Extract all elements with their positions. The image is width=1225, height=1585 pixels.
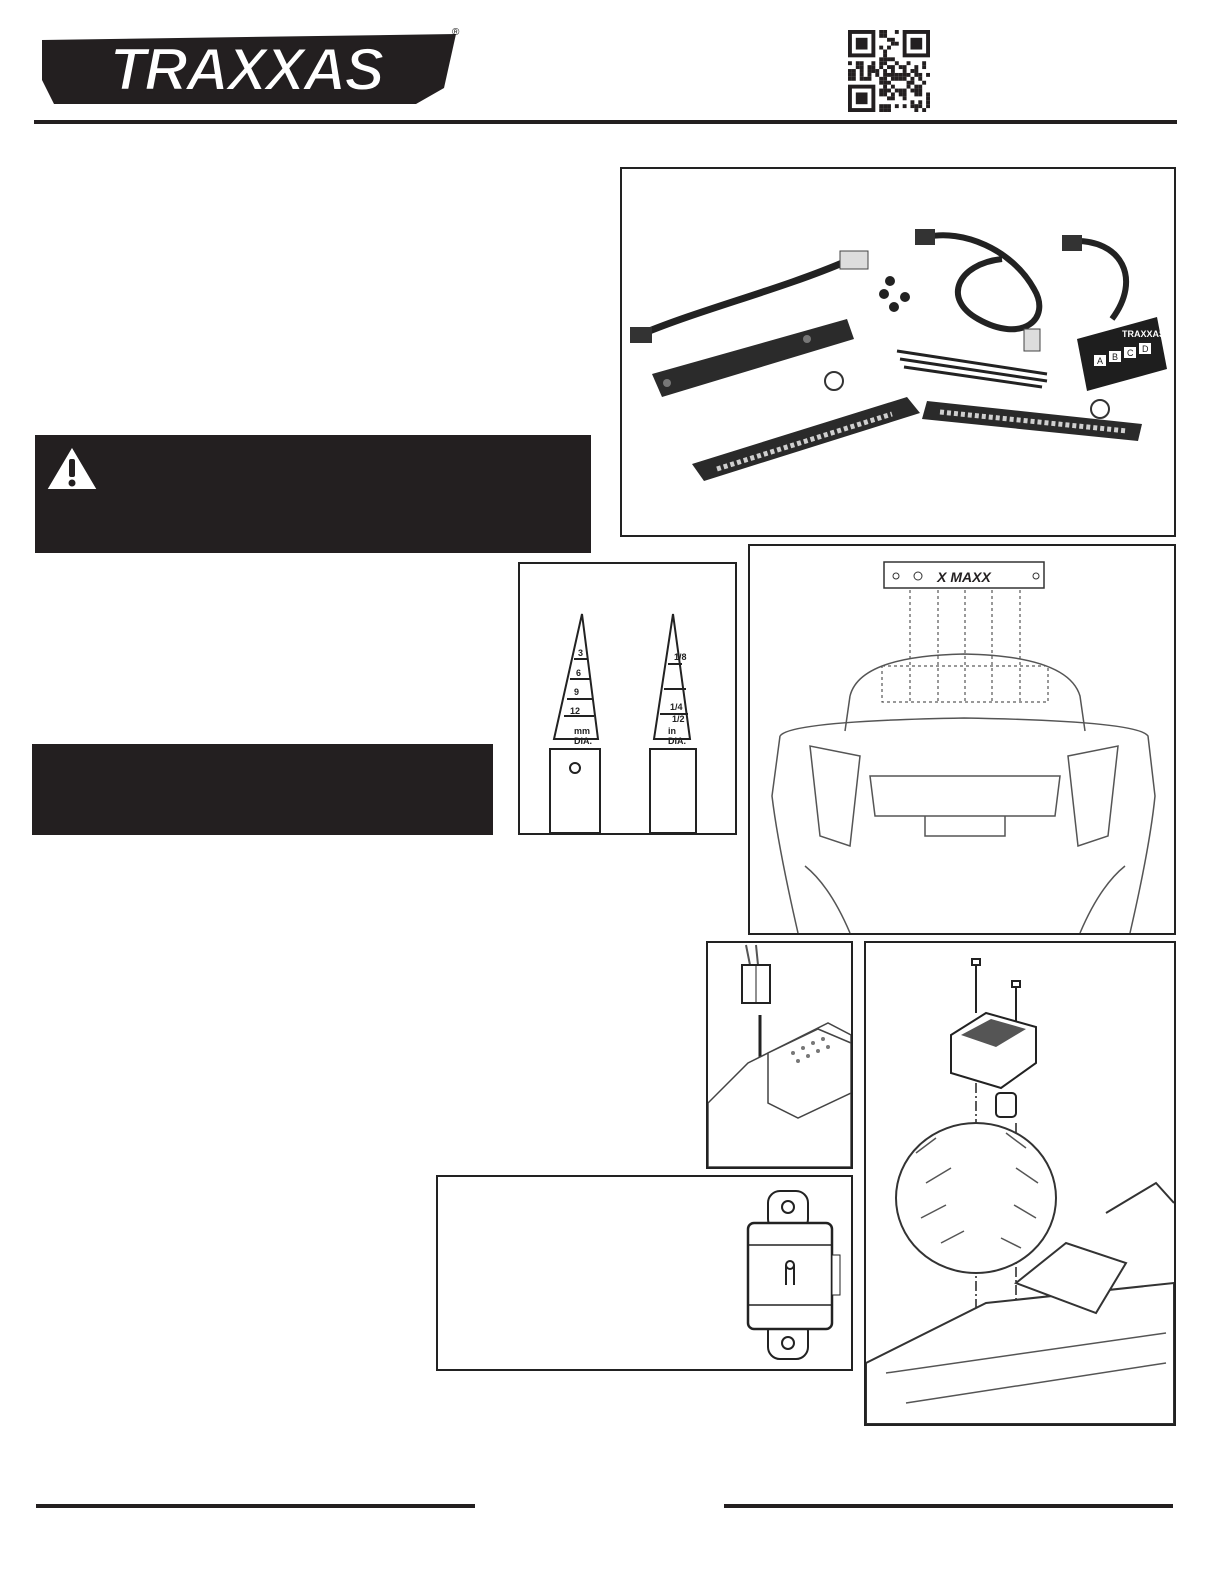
svg-text:6: 6 — [576, 668, 582, 678]
svg-text:in: in — [668, 726, 676, 736]
controller-module-figure — [436, 1175, 853, 1371]
footer-rule-left — [36, 1504, 475, 1508]
warning-triangle-icon — [43, 443, 101, 493]
qr-code[interactable] — [848, 30, 930, 112]
svg-text:1/8: 1/8 — [674, 652, 687, 662]
svg-text:1/4: 1/4 — [670, 702, 683, 712]
traxxas-logo — [36, 28, 466, 110]
chassis-install-figure — [864, 941, 1176, 1426]
svg-text:3: 3 — [578, 648, 584, 658]
logo-text: TRAXXAS — [109, 36, 383, 103]
kit-contents-figure — [620, 167, 1176, 537]
svg-text:1/2: 1/2 — [672, 714, 685, 724]
controller-brand: TRAXXAS — [1122, 329, 1166, 339]
template-brand: X MAXX — [937, 569, 991, 585]
body-template-figure — [748, 544, 1176, 935]
step-drill-figure — [518, 562, 737, 835]
notice-box — [32, 744, 493, 835]
svg-text:mm: mm — [574, 726, 591, 736]
svg-text:D: D — [1142, 344, 1149, 354]
registered-mark: ® — [452, 27, 460, 38]
warning-box — [35, 435, 591, 553]
header-rule — [34, 120, 1177, 124]
svg-text:DIA.: DIA. — [574, 736, 592, 746]
svg-text:12: 12 — [570, 706, 581, 716]
svg-text:DIA.: DIA. — [668, 736, 686, 746]
svg-text:9: 9 — [574, 687, 580, 697]
svg-text:C: C — [1127, 348, 1134, 358]
svg-text:A: A — [1097, 356, 1104, 366]
svg-text:B: B — [1112, 352, 1119, 362]
connector-plug-figure — [706, 941, 853, 1169]
footer-rule-right — [724, 1504, 1173, 1508]
